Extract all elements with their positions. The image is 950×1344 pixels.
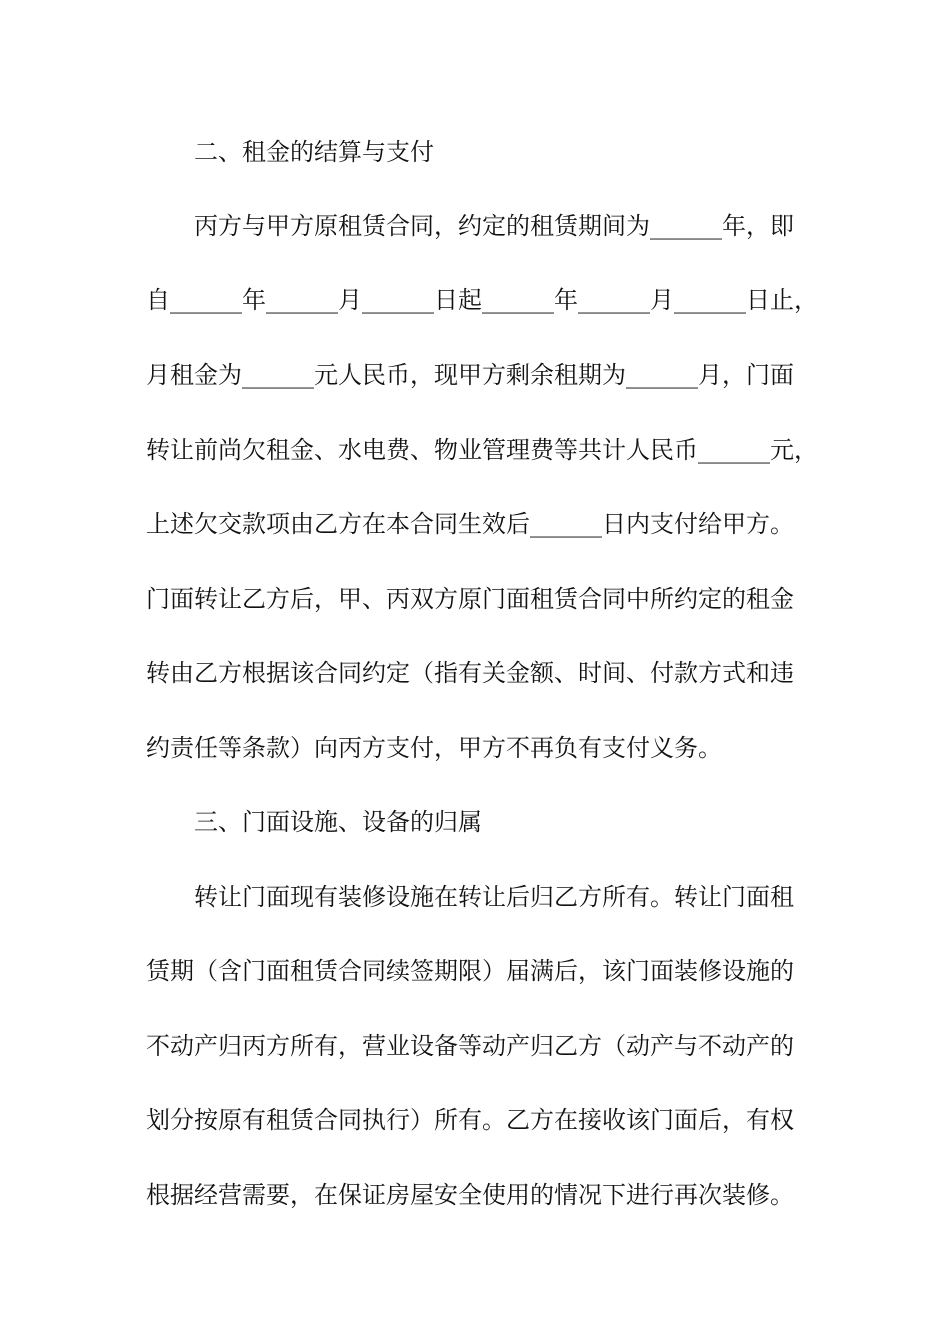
- section-heading-facilities: 三、门面设施、设备的归属: [194, 808, 482, 836]
- paragraph-line: 月租金为______元人民币，现甲方剩余租期为______月，门面: [146, 361, 794, 389]
- paragraph-line: 约责任等条款）向丙方支付，甲方不再负有支付义务。: [146, 734, 722, 762]
- paragraph-line: 转由乙方根据该合同约定（指有关金额、时间、付款方式和违: [146, 659, 794, 687]
- paragraph-line: 根据经营需要，在保证房屋安全使用的情况下进行再次装修。: [146, 1181, 794, 1209]
- section-heading-rent-payment: 二、租金的结算与支付: [194, 138, 434, 166]
- paragraph-line: 丙方与甲方原租赁合同，约定的租赁期间为______年，即: [194, 212, 794, 240]
- paragraph-line: 自______年______月______日起______年______月______日止，: [146, 286, 818, 314]
- paragraph-line: 转让前尚欠租金、水电费、物业管理费等共计人民币______元，: [146, 436, 818, 464]
- paragraph-line: 赁期（含门面租赁合同续签期限）届满后，该门面装修设施的: [146, 957, 794, 985]
- paragraph-line: 转让门面现有装修设施在转让后归乙方所有。转让门面租: [194, 883, 794, 911]
- paragraph-line: 门面转让乙方后，甲、丙双方原门面租赁合同中所约定的租金: [146, 585, 794, 613]
- paragraph-line: 上述欠交款项由乙方在本合同生效后______日内支付给甲方。: [146, 510, 794, 538]
- paragraph-line: 划分按原有租赁合同执行）所有。乙方在接收该门面后，有权: [146, 1106, 794, 1134]
- paragraph-line: 不动产归丙方所有，营业设备等动产归乙方（动产与不动产的: [146, 1032, 794, 1060]
